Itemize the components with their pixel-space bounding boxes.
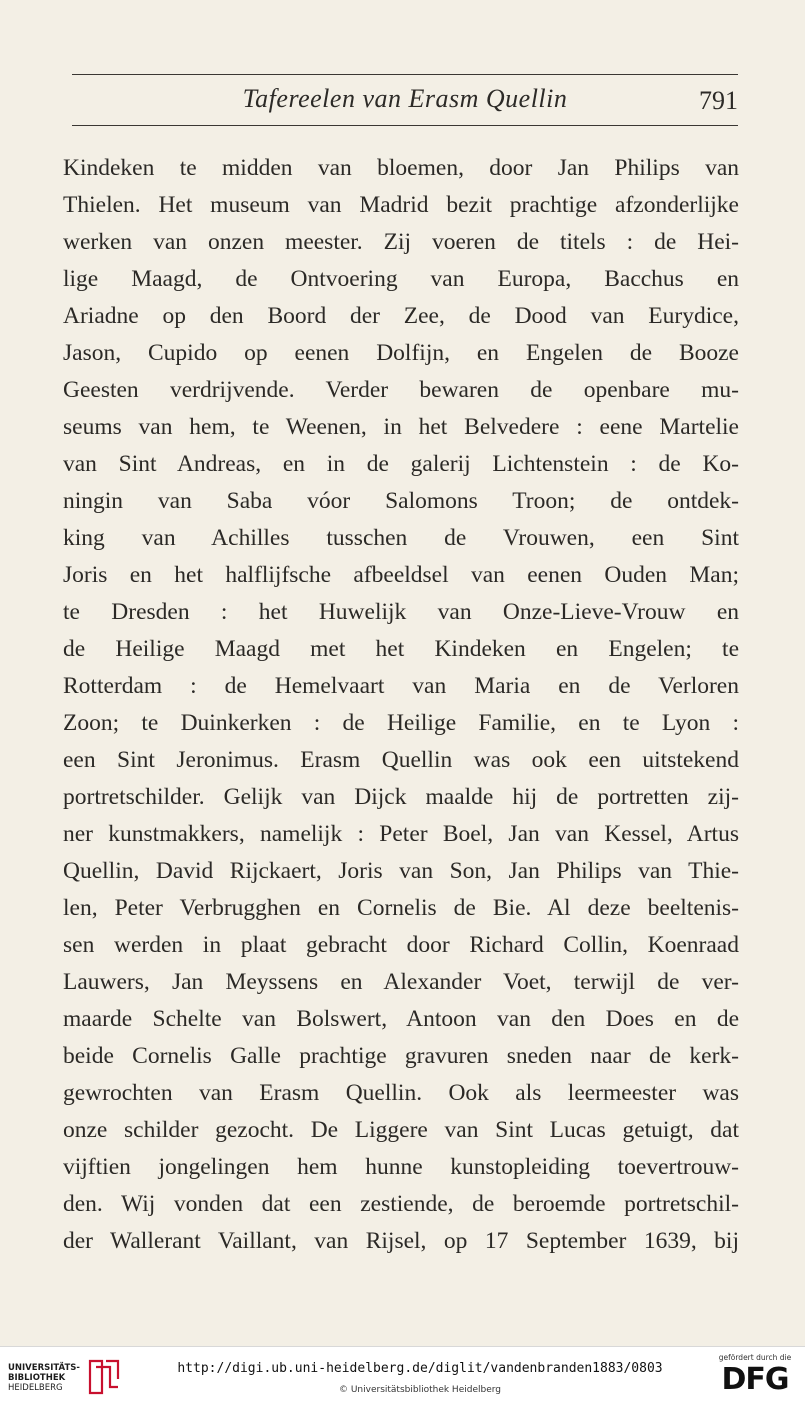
library-name-line1: UNIVERSITÄTS- <box>8 1363 80 1373</box>
library-name-line2: BIBLIOTHEK <box>8 1373 66 1383</box>
dfg-logo: DFG <box>721 1362 789 1397</box>
text-line: der Wallerant Vaillant, van Rijsel, op 17 September 1639, bij <box>63 1228 739 1254</box>
text-line: Lauwers, Jan Meyssens en Alexander Voet, terwijl de ver- <box>63 969 739 995</box>
body-text <box>63 150 739 1260</box>
text-line: Geesten verdrijvende. Verder bewaren de openbare mu- <box>63 377 739 403</box>
text-line: Jason, Cupido op eenen Dolfijn, en Engelen de Booze <box>63 340 739 366</box>
text-line: Ariadne op den Boord der Zee, de Dood van Eurydice, <box>63 303 739 329</box>
library-logo[interactable] <box>8 1357 158 1397</box>
library-emblem-icon <box>86 1357 122 1397</box>
text-line: gewrochten van Erasm Quellin. Ook als leermeester was <box>63 1080 739 1106</box>
permalink-url[interactable]: http://digi.ub.uni-heidelberg.de/diglit/vandenbranden1883/0803 <box>177 1361 663 1376</box>
text-line: seums van hem, te Weenen, in het Belvedere : eene Martelie <box>63 414 739 440</box>
library-name <box>8 1363 80 1393</box>
text-line: werken van onzen meester. Zij voeren de titels : de Hei- <box>63 229 739 255</box>
running-header <box>72 84 738 116</box>
text-line: den. Wij vonden dat een zestiende, de beroemde portretschil- <box>63 1191 739 1217</box>
text-line: len, Peter Verbrugghen en Cornelis de Bie. Al deze beeltenis- <box>63 895 739 921</box>
running-title: Tafereelen van Erasm Quellin <box>242 84 568 113</box>
funder-logo[interactable] <box>715 1353 795 1401</box>
text-line: van Sint Andreas, en in de galerij Lichtenstein : de Ko- <box>63 451 739 477</box>
copyright-notice: © Universitätsbibliothek Heidelberg <box>338 1385 501 1395</box>
text-line: vijftien jongelingen hem hunne kunstopleiding toevertrouw- <box>63 1154 739 1180</box>
header-top-rule <box>72 74 738 75</box>
text-line: Rotterdam : de Hemelvaart van Maria en de Verloren <box>63 673 739 699</box>
text-line: ningin van Saba vóor Salomons Troon; de ontdek- <box>63 488 739 514</box>
text-line: te Dresden : het Huwelijk van Onze-Lieve-Vrouw en <box>63 599 739 625</box>
text-line: Quellin, David Rijckaert, Joris van Son, Jan Philips van Thie- <box>63 858 739 884</box>
text-line: de Heilige Maagd met het Kindeken en Engelen; te <box>63 636 739 662</box>
header-bottom-rule <box>72 125 738 126</box>
text-line: king van Achilles tusschen de Vrouwen, een Sint <box>63 525 739 551</box>
text-line: sen werden in plaat gebracht door Richard Collin, Koenraad <box>63 932 739 958</box>
text-line: Joris en het halflijfsche afbeeldsel van eenen Ouden Man; <box>63 562 739 588</box>
text-line: ner kunstmakkers, namelijk : Peter Boel, Jan van Kessel, Artus <box>63 821 739 847</box>
text-line: Thielen. Het museum van Madrid bezit prachtige afzonderlijke <box>63 192 739 218</box>
text-line: maarde Schelte van Bolswert, Antoon van den Does en de <box>63 1006 739 1032</box>
text-line: lige Maagd, de Ontvoering van Europa, Bacchus en <box>63 266 739 292</box>
text-line: beide Cornelis Galle prachtige gravuren sneden naar de kerk- <box>63 1043 739 1069</box>
text-line: onze schilder gezocht. De Liggere van Sint Lucas getuigt, dat <box>63 1117 739 1143</box>
page-number: 791 <box>699 86 738 115</box>
footer-bar <box>0 1346 805 1404</box>
library-name-line3: HEIDELBERG <box>8 1383 63 1393</box>
text-line: Kindeken te midden van bloemen, door Jan Philips van <box>63 155 739 181</box>
text-line: portretschilder. Gelijk van Dijck maalde hij de portretten zij- <box>63 784 739 810</box>
text-line: Zoon; te Duinkerken : de Heilige Familie, en te Lyon : <box>63 710 739 736</box>
text-line: een Sint Jeronimus. Erasm Quellin was ook een uitstekend <box>63 747 739 773</box>
funder-label: gefördert durch die <box>718 1353 792 1362</box>
